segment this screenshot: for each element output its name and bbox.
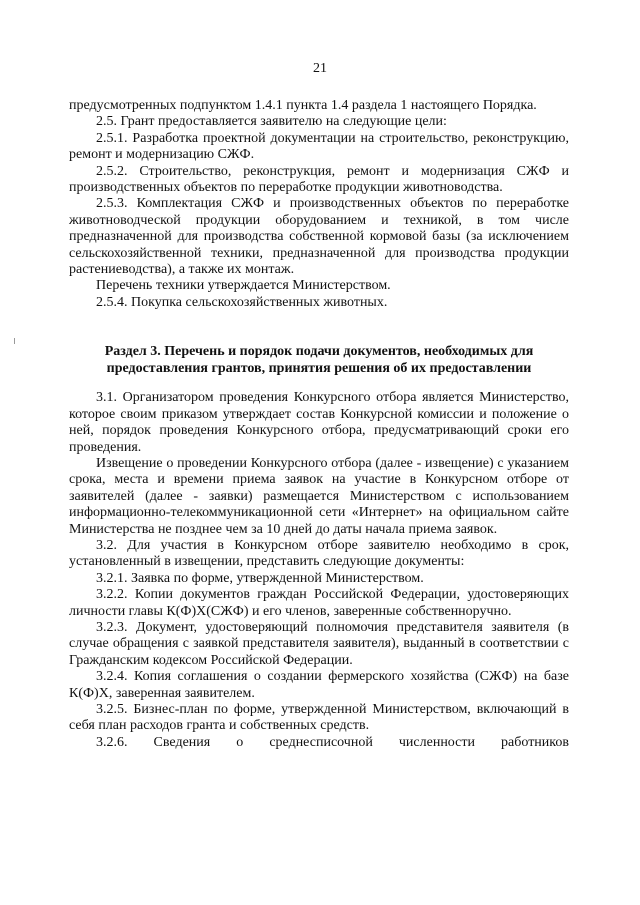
paragraph-3-2-4: 3.2.4. Копия соглашения о создании фермерского хозяйства (СЖФ) на базе К(Ф)Х, заверенная заявителем. (69, 669, 569, 701)
paragraph-3-2-3: 3.2.3. Документ, удостоверяющий полномочия представителя заявителя (в случае обращения с заявкой представителя заявителя), выданный в соответствии с Гражданским кодексом Российской Федерации. (69, 619, 569, 668)
paragraph-3-2-1: 3.2.1. Заявка по форме, утвержденной Министерством. (96, 570, 424, 586)
paragraph-2-5-2: 2.5.2. Строительство, реконструкция, ремонт и модернизация СЖФ и производственных объектов по переработке продукции животноводства. (69, 163, 569, 196)
margin-mark (14, 338, 15, 344)
paragraph-3-2-6: 3.2.6. Сведения о среднесписочной численности работников (96, 734, 569, 750)
paragraph-3-2-2: 3.2.2. Копии документов граждан Российской Федерации, удостоверяющих личности главы К(Ф)Х(СЖФ) и его членов, заверенные собственноручно. (69, 587, 569, 619)
section-heading (69, 343, 569, 377)
paragraph-2-5-4: 2.5.4. Покупка сельскохозяйственных животных. (96, 294, 388, 310)
paragraph-continuation: предусмотренных подпунктом 1.4.1 пункта 1.4 раздела 1 настоящего Порядка. (69, 98, 537, 113)
paragraph-notice: Извещение о проведении Конкурсного отбора (далее - извещение) с указанием срока, места и времени приема заявок на участие в Конкурсном отборе от заявителей (далее - заявки) размещается Министерством с использованием информационно-телекоммуникационной сети «Интернет» на официальном сайте Министерства не позднее чем за 10 дней до даты начала приема заявок. (69, 455, 569, 537)
paragraph-2-5-1: 2.5.1. Разработка проектной документации на строительство, реконструкцию, ремонт и модернизацию СЖФ. (69, 130, 569, 163)
paragraph-3-1: 3.1. Организатором проведения Конкурсного отбора является Министерство, которое своим приказом утверждает состав Конкурсной комиссии и положение о ней, порядок проведения Конкурсного отбора, предусматривающий сроки его проведения. (69, 390, 569, 455)
spacer (69, 311, 569, 343)
document-body (69, 98, 569, 751)
paragraph-equipment-list: Перечень техники утверждается Министерством. (96, 278, 391, 294)
paragraph-2-5-3: 2.5.3. Комплектация СЖФ и производственных объектов по переработке животноводческой продукции оборудованием и техникой, в том числе предназначенной для производства собственной кормовой базы (за исключением сельскохозяйственной техники, предназначенной для производства продукции растениеводства), а также их монтаж. (69, 196, 569, 278)
paragraph-2-5: 2.5. Грант предоставляется заявителю на следующие цели: (96, 114, 447, 130)
paragraph-3-2-5: 3.2.5. Бизнес-план по форме, утвержденной Министерством, включающий в себя план расходов гранта и собственных средств. (69, 702, 569, 734)
section-heading-line: Раздел 3. Перечень и порядок подачи документов, необходимых для (104, 344, 534, 360)
spacer (69, 377, 569, 390)
page-number: 21 (313, 61, 327, 76)
paragraph-3-2: 3.2. Для участия в Конкурсном отборе заявителю необходимо в срок, установленный в извещении, представить следующие документы: (69, 537, 569, 570)
section-heading-line: предоставления грантов, принятия решения об их предоставлении (106, 361, 532, 377)
